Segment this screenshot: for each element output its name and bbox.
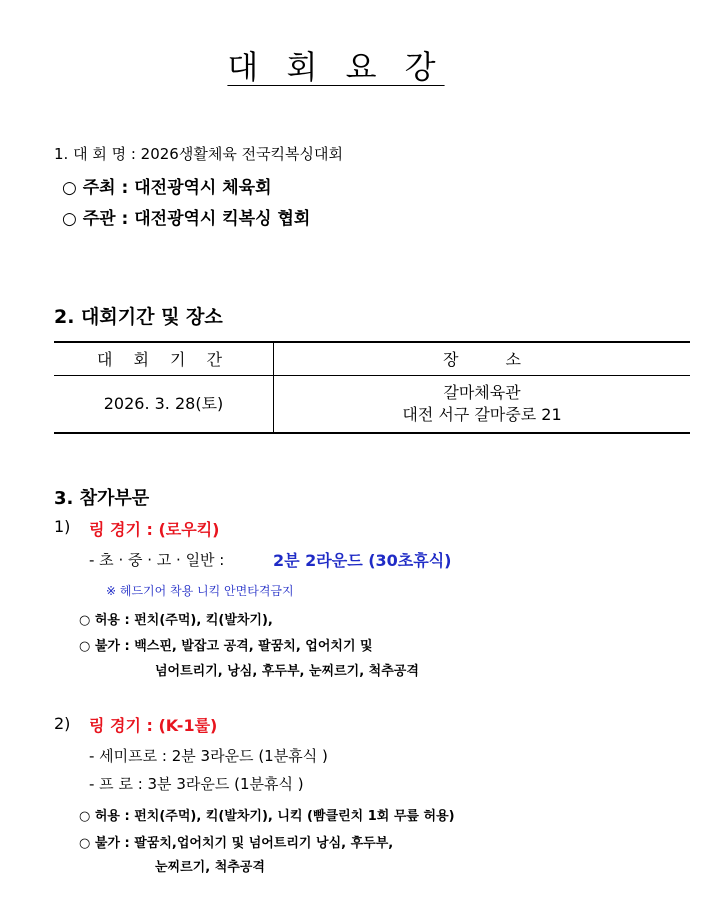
competition-name: 1. 대 회 명 : 2026생활체육 전국킥복싱대회 xyxy=(54,145,344,163)
part2-number: 2) xyxy=(54,714,71,733)
part2-title: 링 경기 : (K-1룰) xyxy=(89,716,218,735)
section2-heading: 2. 대회기간 및 장소 xyxy=(54,306,223,328)
schedule-table xyxy=(54,341,690,434)
part1-forbidden-line2: 넘어트리기, 낭심, 후두부, 눈찌르기, 척추공격 xyxy=(155,664,419,679)
part1-title: 링 경기 : (로우킥) xyxy=(89,520,220,539)
place-address: 대전 서구 갈마중로 21 xyxy=(402,404,562,424)
part2-allowed: ○ 허용 : 펀치(주먹), 킥(발차기), 니킥 (빰클린치 1회 무릎 허용) xyxy=(79,809,455,824)
document-title: 대 회 요 강 xyxy=(227,48,445,86)
part1-allowed: ○ 허용 : 펀치(주먹), 킥(발차기), xyxy=(79,613,273,628)
part1-number: 1) xyxy=(54,517,71,536)
part2-pro: - 프 로 : 3분 3라운드 (1분휴식 ) xyxy=(89,775,304,793)
table-row xyxy=(54,375,690,433)
part2-forbidden-line2: 눈찌르기, 척추공격 xyxy=(155,860,265,875)
section3-heading: 3. 참가부문 xyxy=(54,488,150,509)
header-place: 장 소 xyxy=(274,342,691,375)
header-period: 대 회 기 간 xyxy=(54,342,274,375)
part2-forbidden-line1: ○ 불가 : 팔꿈치,업어치기 및 넘어트리기 낭심, 후두부, xyxy=(79,836,394,851)
part1-division-label: - 초 · 중 · 고 · 일반 : xyxy=(89,551,225,569)
part1-note: ※ 헤드기어 착용 니킥 안면타격금지 xyxy=(106,584,294,598)
host-line: ○ 주최 : 대전광역시 체육회 xyxy=(62,178,272,198)
part2-semipro: - 세미프로 : 2분 3라운드 (1분휴식 ) xyxy=(89,747,328,765)
part1-division-value: 2분 2라운드 (30초휴식) xyxy=(273,551,452,570)
part1-forbidden-line1: ○ 불가 : 백스핀, 발잡고 공격, 팔꿈치, 업어치기 및 xyxy=(79,639,373,654)
table-header-row xyxy=(54,342,690,375)
period-value: 2026. 3. 28(토) xyxy=(54,375,274,433)
place-cell xyxy=(274,375,691,433)
organizer-line: ○ 주관 : 대전광역시 킥복싱 협회 xyxy=(62,209,311,229)
place-name: 갈마체육관 xyxy=(443,382,521,402)
